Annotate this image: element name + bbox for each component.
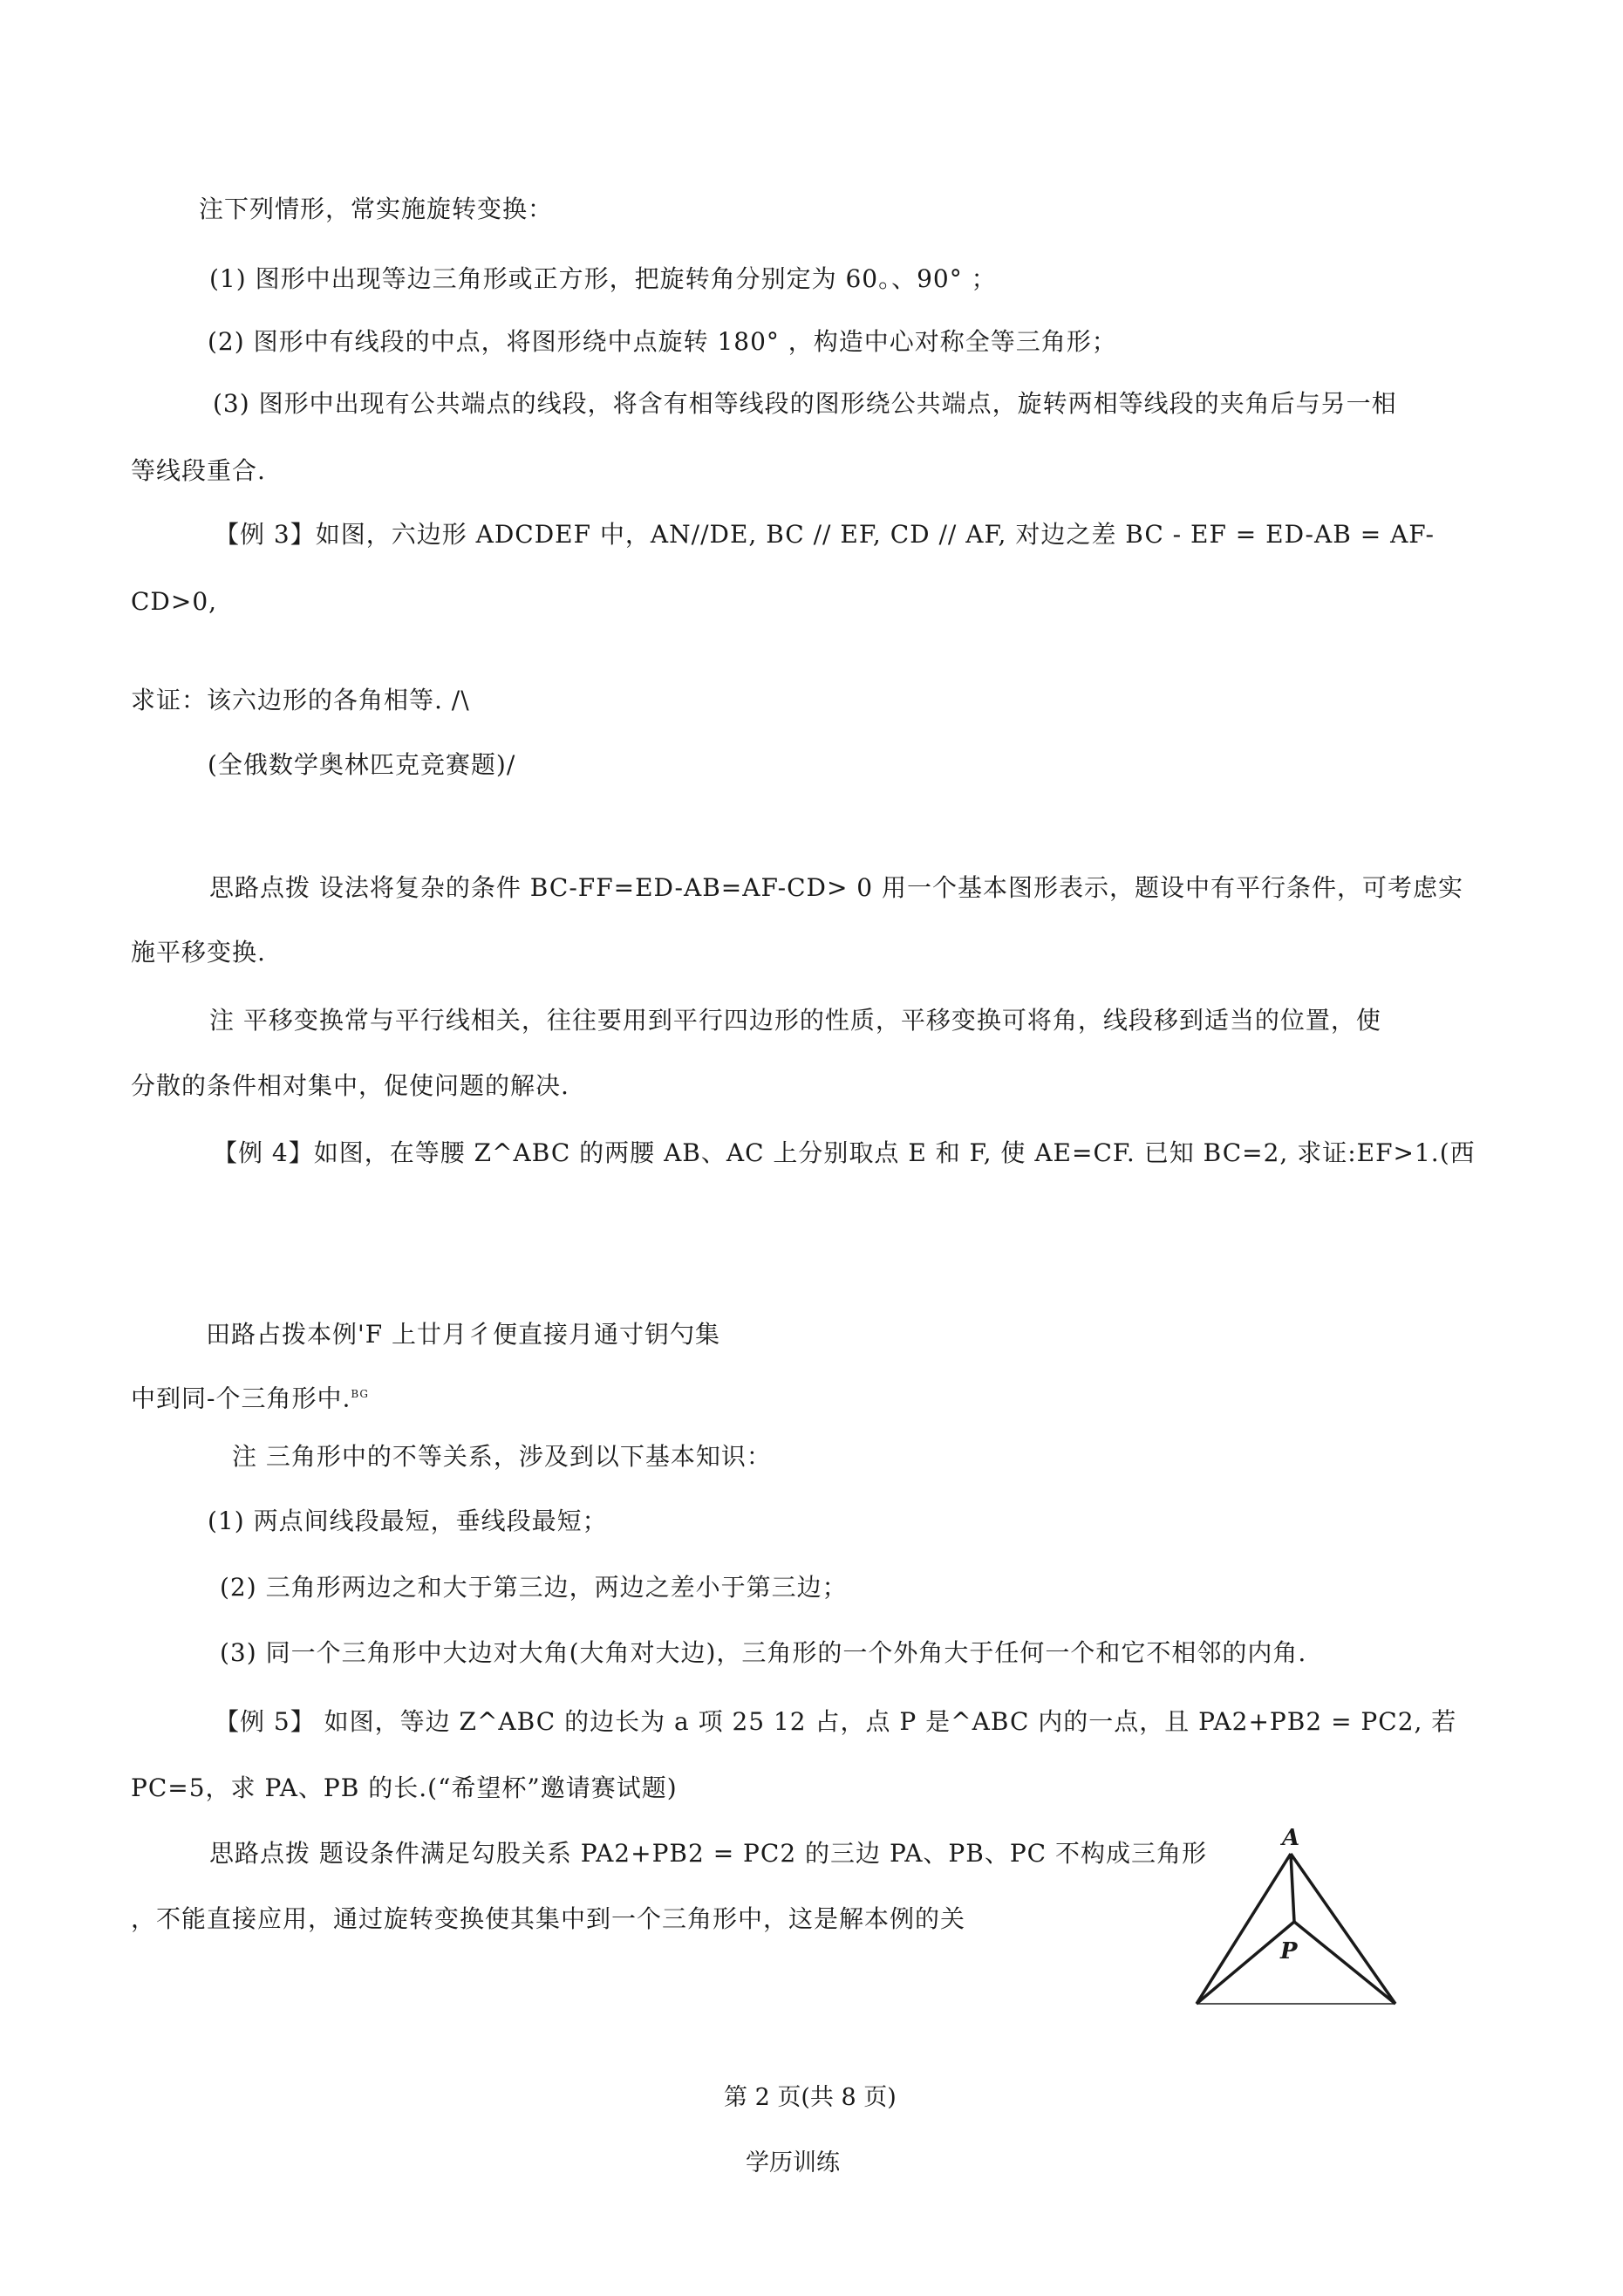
text-line: 田路占拨本例'F 上廿月彳便直接月通寸钥勺集	[206, 1320, 721, 1349]
text-line: 等线段重合.	[131, 456, 266, 485]
segment-pa	[1291, 1854, 1294, 1922]
text-line: 注 平移变换常与平行线相关，往往要用到平行四边形的性质，平移变换可将角，线段移到适当的位置，使	[209, 1006, 1381, 1035]
page-number: 第 2 页(共 8 页)	[724, 2084, 897, 2111]
text-line: 中到同-个三角形中.$^{BG}$	[131, 1384, 370, 1413]
text-line: (1) 两点间线段最短，垂线段最短；	[208, 1507, 608, 1535]
text-line: (2) 图形中有线段的中点，将图形绕中点旋转 180° ，构造中心对称全等三角形；	[208, 327, 1117, 356]
text-line: (3) 图形中出现有公共端点的线段，将含有相等线段的图形绕公共端点，旋转两相等线段的夹角后与另一相	[213, 389, 1397, 418]
text-line: 注 三角形中的不等关系，涉及到以下基本知识：	[232, 1442, 772, 1471]
footer-title: 学历训练	[746, 2149, 840, 2176]
text-line: CD>0,	[131, 587, 218, 616]
side-ac	[1291, 1854, 1395, 2004]
text-line: 思路点拨 题设条件满足勾股关系 PA2+PB2 = PC2 的三边 PA、PB、PC 不构成三角形	[209, 1839, 1208, 1868]
triangle-figure	[1186, 1819, 1413, 2015]
text-line: 【例 5】 如图，等边 Z^ABC 的边长为 a 项 25 12 占，点 P 是^ABC 内的一点，且 PA2+PB2 = PC2, 若	[215, 1707, 1457, 1736]
text-line: (2) 三角形两边之和大于第三边，两边之差小于第三边；	[220, 1573, 848, 1602]
text-line: 【例 3】如图，六边形 ADCDEF 中，AN//DE, BC // EF, CD // AF, 对边之差 BC - EF = ED-AB = AF-	[215, 520, 1435, 549]
text-line: (3) 同一个三角形中大边对大角(大角对大边)，三角形的一个外角大于任何一个和它不相邻的内角.	[220, 1638, 1307, 1667]
text-line: 分散的条件相对集中，促使问题的解决.	[131, 1071, 569, 1100]
label-p: P	[1280, 1938, 1298, 1965]
text-line: 施平移变换.	[131, 938, 266, 967]
side-ab	[1197, 1854, 1291, 2004]
text-line: 思路点拨 设法将复杂的条件 BC-FF=ED-AB=AF-CD> 0 用一个基本图形表示，题设中有平行条件，可考虑实	[209, 873, 1464, 902]
segment-pc	[1294, 1922, 1395, 2004]
tiny-mark: BG	[351, 1388, 370, 1400]
text-line: (1) 图形中出现等边三角形或正方形，把旋转角分别定为 60。、90° ；	[209, 264, 997, 293]
text-line: ，不能直接应用，通过旋转变换使其集中到一个三角形中，这是解本例的关	[131, 1904, 966, 1933]
text-line: 【例 4】如图，在等腰 Z^ABC 的两腰 AB、AC 上分别取点 E 和 F, 使 AE=CF. 已知 BC=2, 求证:EF>1.(西	[213, 1138, 1476, 1167]
text-line: (全俄数学奥林匹克竞赛题)/	[208, 750, 516, 779]
text-line: PC=5，求 PA、PB 的长.(“希望杯”邀请赛试题)	[131, 1773, 678, 1802]
text-line: 注下列情形，常实施旋转变换：	[199, 195, 554, 223]
text-line: 求证：该六边形的各角相等. /\	[131, 686, 470, 714]
label-a: A	[1282, 1825, 1300, 1851]
